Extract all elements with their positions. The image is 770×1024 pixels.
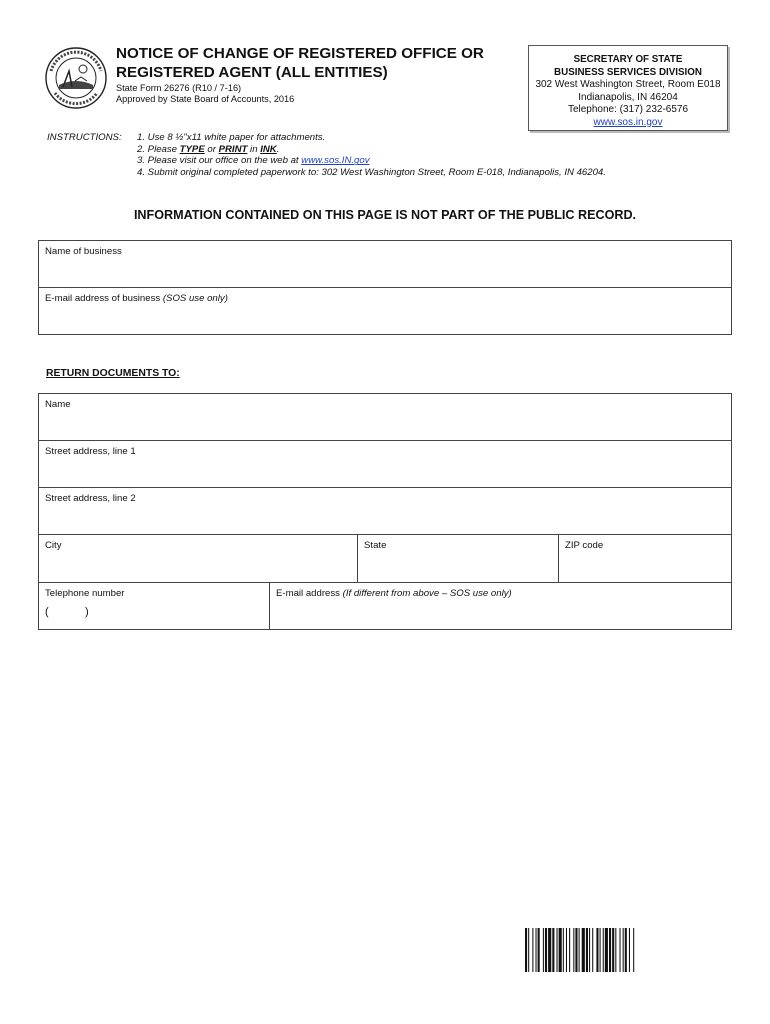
approval-note: Approved by State Board of Accounts, 2016 xyxy=(116,94,295,104)
area-code-close: ) xyxy=(85,606,89,618)
barcode-bar xyxy=(609,928,611,972)
business-name-label: Name of business xyxy=(45,246,122,257)
barcode-bar xyxy=(532,928,533,972)
barcode-bar xyxy=(620,928,621,972)
instruction-item-4: 4. Submit original completed paperwork to: 302 West Washington Street, Room E-018, Indianapolis, IN 46204. xyxy=(137,167,606,179)
telephone-label: Telephone number xyxy=(45,588,125,599)
form-title-line1: NOTICE OF CHANGE OF REGISTERED OFFICE OR xyxy=(116,45,484,62)
sos-telephone: Telephone: (317) 232-6576 xyxy=(567,104,689,115)
barcode-bar xyxy=(603,928,604,972)
street-line1-field[interactable] xyxy=(39,441,731,488)
sos-division: BUSINESS SERVICES DIVISION xyxy=(554,66,702,78)
barcode-bar xyxy=(548,928,551,972)
sos-title: SECRETARY OF STATE xyxy=(573,54,683,65)
instructions-label: INSTRUCTIONS: xyxy=(47,132,122,143)
barcode-bar xyxy=(525,928,527,972)
form-number: State Form 26276 (R10 / 7-16) xyxy=(116,83,242,93)
barcode-bar xyxy=(579,928,580,972)
barcode-bar xyxy=(573,928,574,972)
zip-field[interactable] xyxy=(559,535,731,582)
sos-website-link[interactable]: www.sos.in.gov xyxy=(593,116,663,128)
telephone-field[interactable] xyxy=(39,583,269,629)
barcode-bar xyxy=(575,928,577,972)
barcode-bar xyxy=(633,928,634,972)
instruction-item-1: 1. Use 8 ½"x11 white paper for attachments. xyxy=(137,132,326,143)
barcode-bar xyxy=(559,928,562,972)
zip-label: ZIP code xyxy=(565,540,604,551)
return-email-field[interactable] xyxy=(270,583,730,629)
barcode-bar xyxy=(625,928,627,972)
barcode-bar xyxy=(586,928,588,972)
form-title xyxy=(116,44,511,82)
instruction-item-3: 3. Please visit our office on the web at www.sos.IN.gov xyxy=(137,155,370,167)
street-line2-field[interactable] xyxy=(39,488,731,535)
barcode-bar xyxy=(536,928,537,972)
return-name-label: Name xyxy=(45,399,71,410)
barcode-icon xyxy=(525,928,711,972)
barcode-bar xyxy=(552,928,554,972)
barcode-bar xyxy=(563,928,564,972)
barcode-bar xyxy=(545,928,547,972)
state-seal-icon xyxy=(45,47,107,109)
barcode-bar xyxy=(569,928,570,972)
sos-street: 302 West Washington Street, Room E018 xyxy=(535,79,721,90)
barcode-bar xyxy=(543,928,544,972)
instructions-list xyxy=(137,132,606,179)
barcode-bar xyxy=(538,928,540,972)
barcode-bar xyxy=(582,928,585,972)
barcode-bar xyxy=(615,928,616,972)
phone-email-row xyxy=(39,583,731,629)
return-email-label: E-mail address (If different from above – SOS use only) xyxy=(276,588,512,599)
street-line1-label: Street address, line 1 xyxy=(45,446,136,457)
barcode-bar xyxy=(589,928,590,972)
business-email-field[interactable] xyxy=(39,288,731,335)
state-label: State xyxy=(364,540,387,551)
city-state-zip-row xyxy=(39,535,731,583)
barcode-bar xyxy=(623,928,624,972)
return-name-field[interactable] xyxy=(39,394,731,441)
business-name-field[interactable] xyxy=(39,241,731,288)
barcode-bar xyxy=(592,928,593,972)
return-documents-heading: RETURN DOCUMENTS TO: xyxy=(46,368,180,379)
instruction-item-2: 2. Please TYPE or PRINT in INK. xyxy=(137,143,280,155)
barcode-bar xyxy=(600,928,601,972)
barcode-bar xyxy=(612,928,614,972)
barcode-bar xyxy=(566,928,567,972)
city-field[interactable] xyxy=(39,535,357,582)
business-info-box xyxy=(38,240,732,335)
sos-web-link[interactable]: www.sos.IN.gov xyxy=(301,155,370,167)
secretary-of-state-box xyxy=(528,45,728,131)
barcode-bar xyxy=(629,928,630,972)
return-address-box xyxy=(38,393,732,630)
street-line2-label: Street address, line 2 xyxy=(45,493,136,504)
business-email-label: E-mail address of business (SOS use only) xyxy=(45,293,228,304)
public-record-notice: INFORMATION CONTAINED ON THIS PAGE IS NOT PART OF THE PUBLIC RECORD. xyxy=(133,208,637,222)
area-code-open: ( xyxy=(45,606,49,618)
state-field[interactable] xyxy=(358,535,558,582)
barcode-bar xyxy=(557,928,558,972)
city-label: City xyxy=(45,540,62,551)
sos-city: Indianapolis, IN 46204 xyxy=(578,91,678,103)
form-title-line2: REGISTERED AGENT (ALL ENTITIES) xyxy=(116,64,388,81)
barcode-bar xyxy=(596,928,598,972)
barcode-bar xyxy=(528,928,529,972)
barcode-bar xyxy=(605,928,608,972)
